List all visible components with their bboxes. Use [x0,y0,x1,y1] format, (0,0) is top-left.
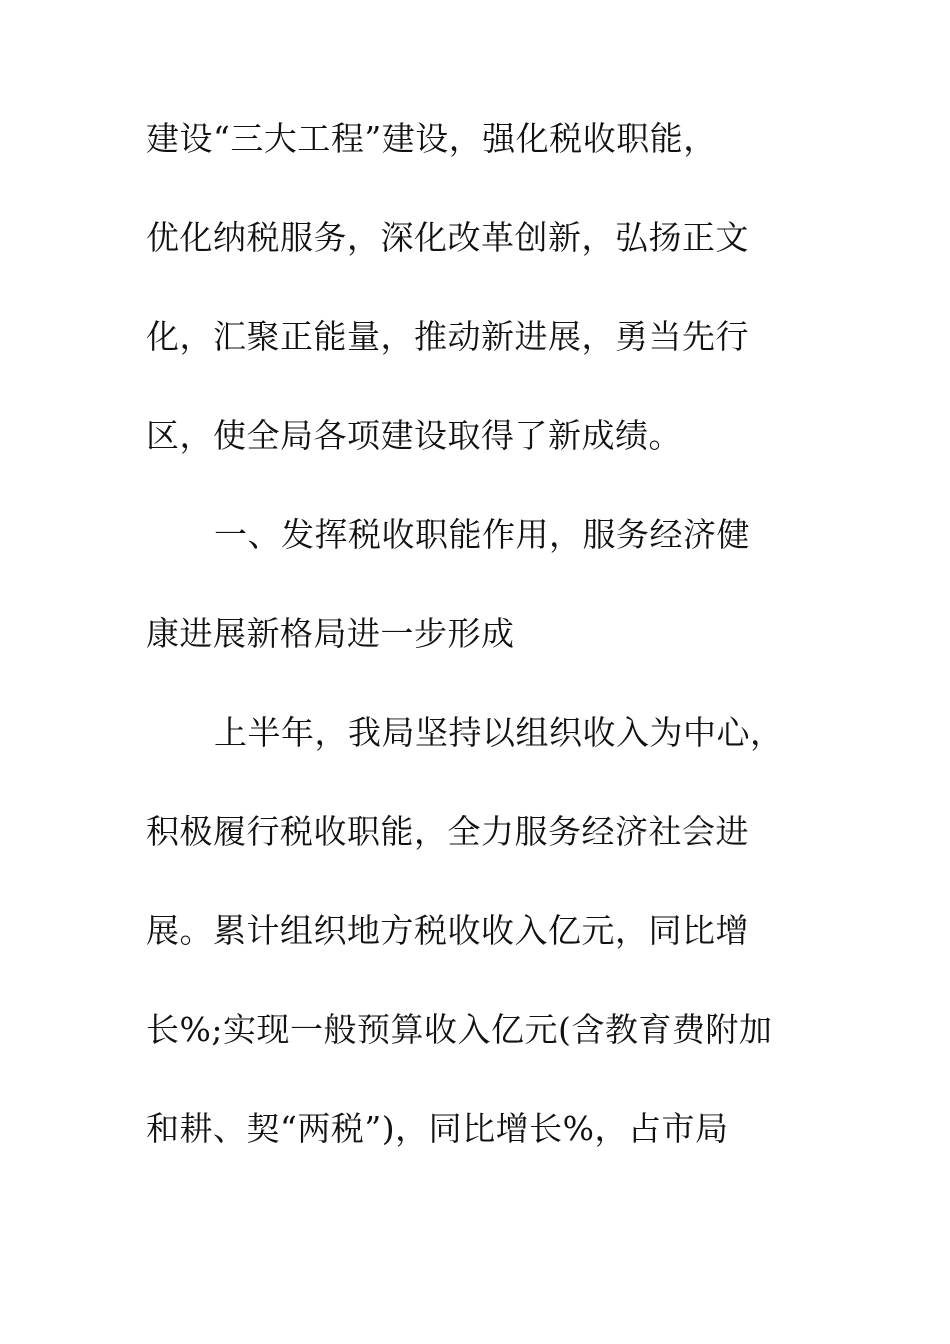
text-line: 建设“三大工程”建设，强化税收职能， [146,119,717,158]
text-line: 展。累计组织地方税收收入亿元，同比增 [146,911,749,950]
text-line: 和耕、契“两税”)，同比增长%，占市局 [146,1109,729,1148]
section-heading: 一、发挥税收职能作用，服务经济健 [214,515,750,554]
text-line: 优化纳税服务，深化改革创新，弘扬正文 [146,218,749,257]
paragraph-start: 上半年，我局坚持以组织收入为中心， [214,713,784,752]
section-heading-continued: 康进展新格局进一步形成 [146,614,515,653]
text-line: 化，汇聚正能量，推动新进展，勇当先行 [146,317,749,356]
text-line: 积极履行税收职能，全力服务经济社会进 [146,812,749,851]
text-line: 长%;实现一般预算收入亿元(含教育费附加 [146,1010,773,1049]
text-line: 区，使全局各项建设取得了新成绩。 [146,416,682,455]
document-body [146,119,816,1208]
